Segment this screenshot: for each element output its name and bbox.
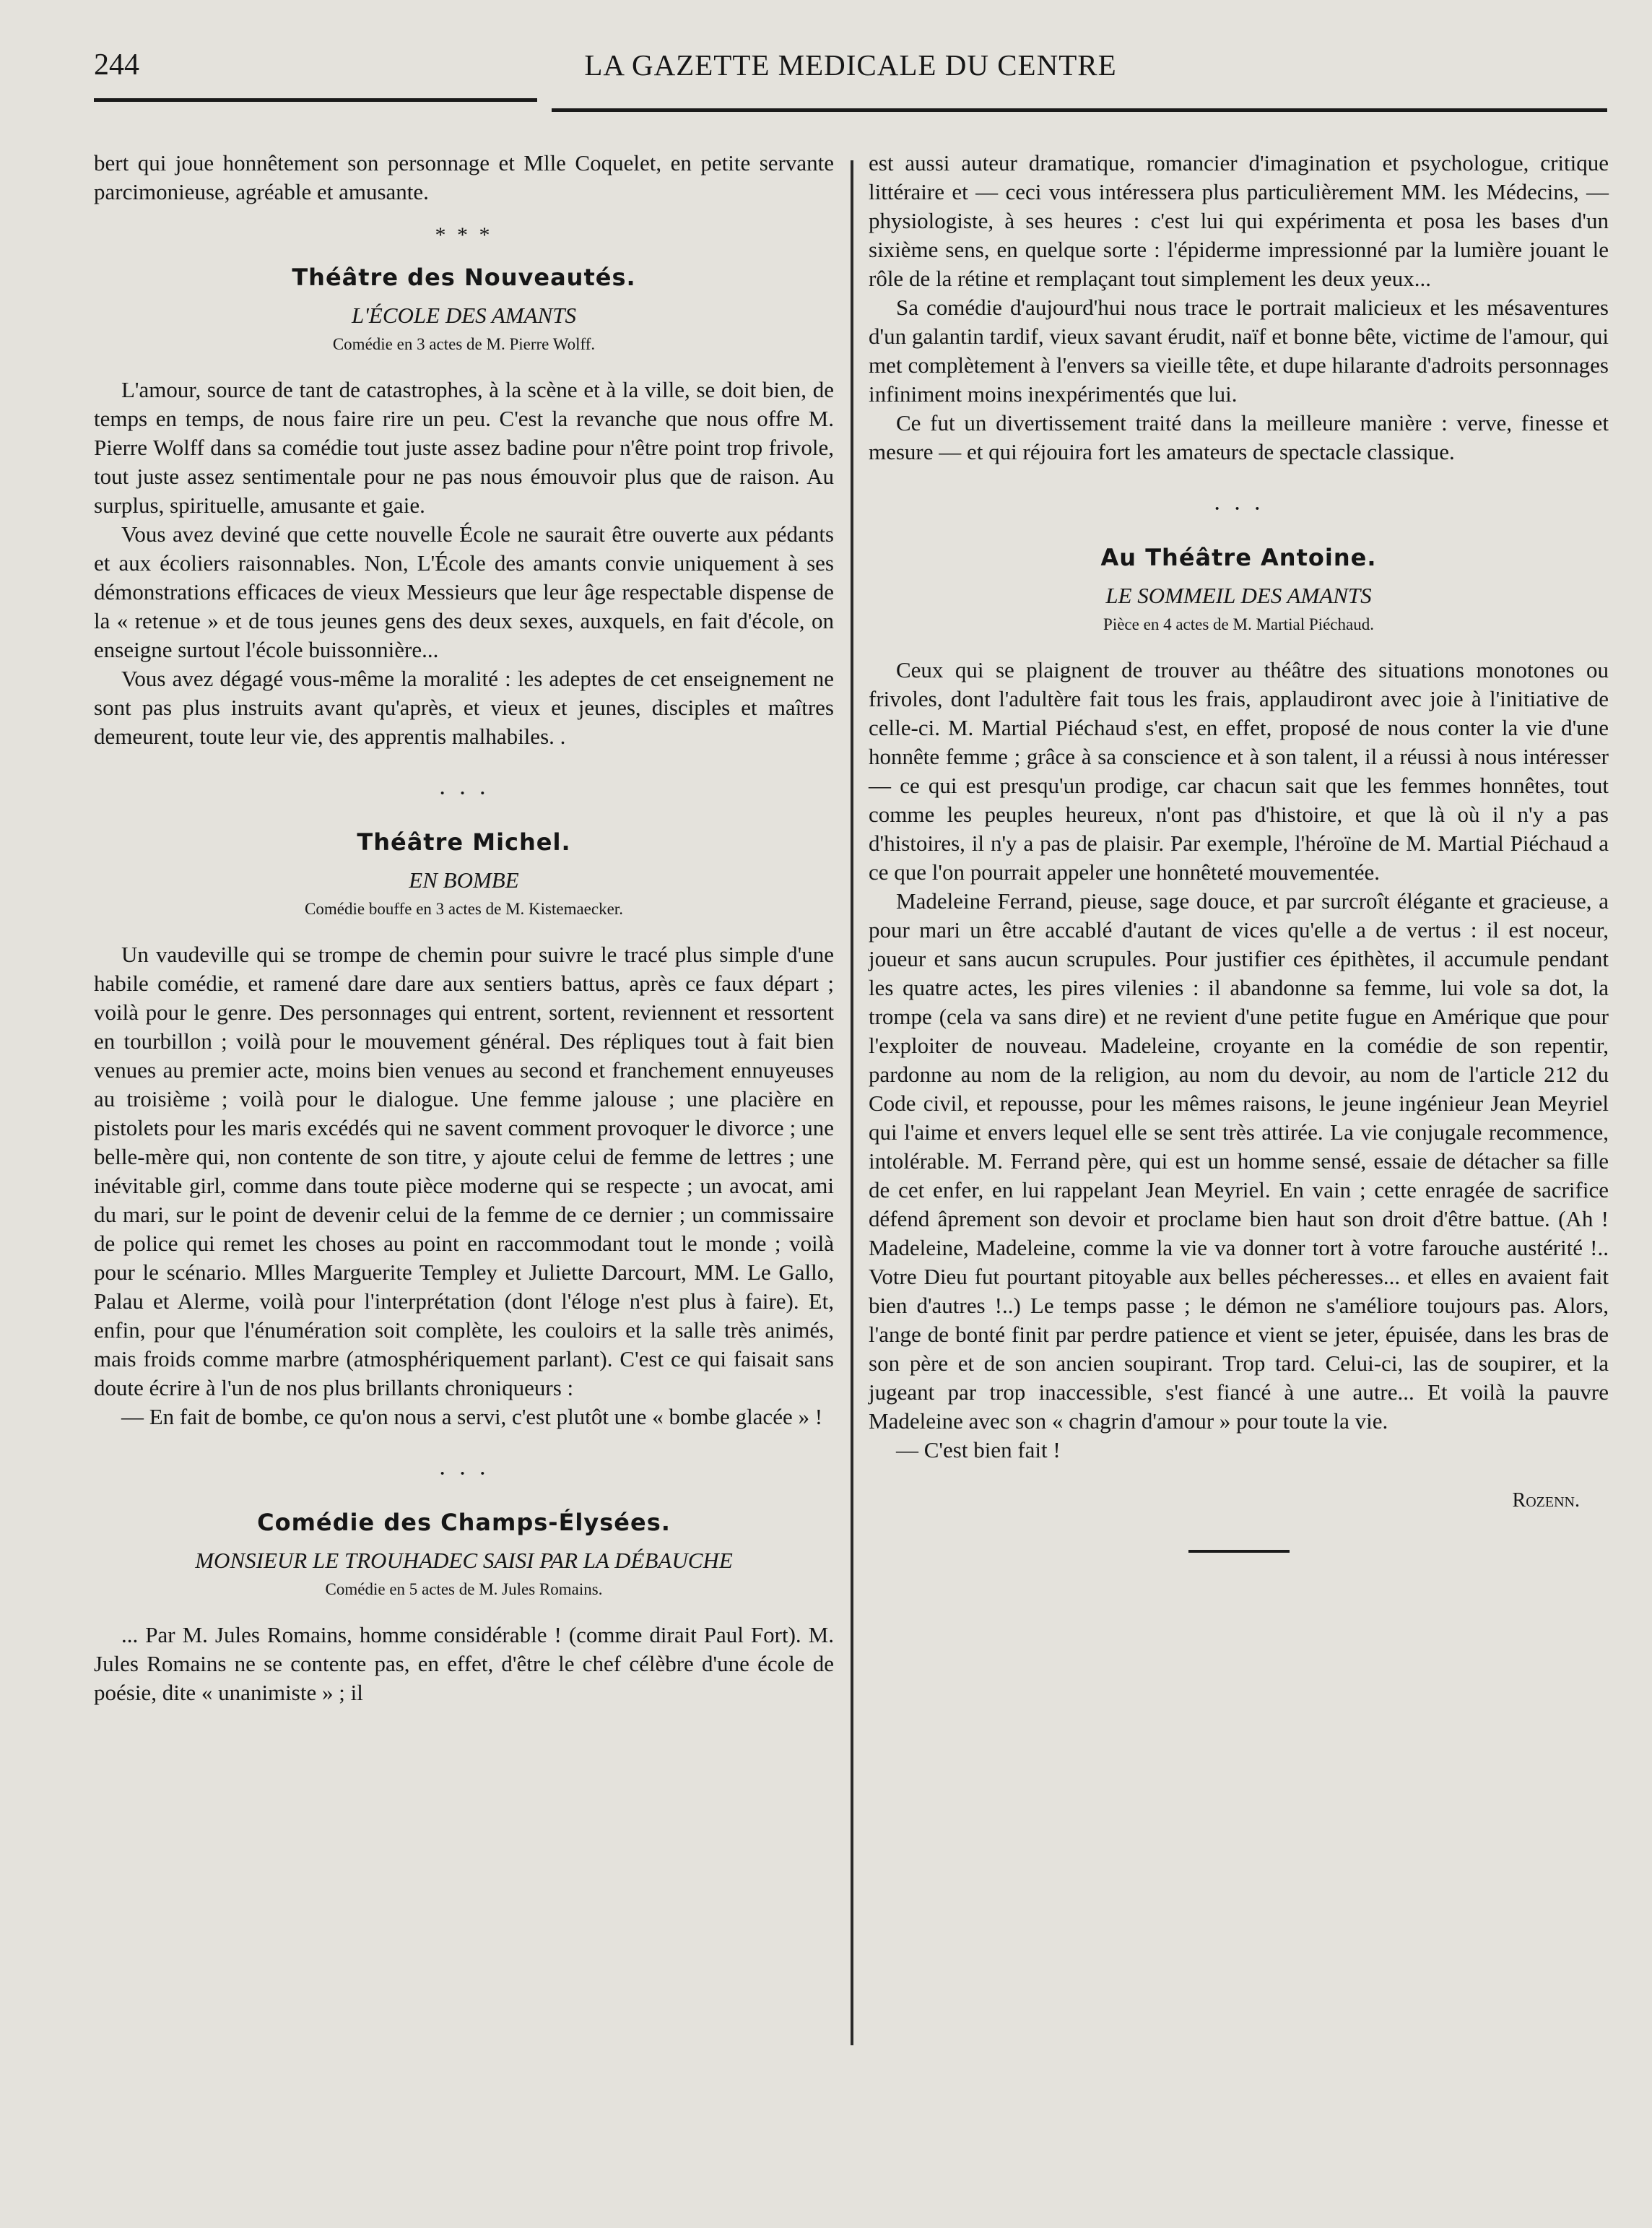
review-michel — [94, 826, 834, 1431]
review-paragraph: — C'est bien fait ! — [896, 1437, 1061, 1462]
review-antoine — [869, 542, 1609, 1553]
section-separator: · · · — [438, 1460, 490, 1487]
review-paragraph: Sa comédie d'aujourd'hui nous trace le portrait malicieux et les mésaventures d'un galantin tardif, vieux savant érudit, naïf et bonne bête, victime de l'amour, qui met complètement à l'envers sa vieille tête, et dupe hilarante d'adroits personnages infiniment moins inexpérimentés que lui. — [869, 295, 1609, 407]
review-paragraph: ... Par M. Jules Romains, homme considérable ! (comme dirait Paul Fort). M. Jules Romains ne se contente pas, en effet, d'être le chef célèbre d'une école de poésie, dite « unanimiste » ; il — [94, 1622, 834, 1705]
play-subtitle: Comédie en 3 actes de M. Pierre Wolff. — [332, 335, 596, 353]
play-title: MONSIEUR LE TROUHADEC SAISI PAR LA DÉBAUCHE — [195, 1548, 733, 1573]
section-separator: · · · — [438, 780, 490, 807]
page-number: 244 — [94, 48, 139, 82]
play-title: EN BOMBE — [409, 867, 519, 893]
theatre-title: Comédie des Champs-Élysées. — [257, 1509, 671, 1536]
review-paragraph: Madeleine Ferrand, pieuse, sage douce, et par surcroît élégante et gracieuse, a pour mari un être accablé d'autant de vices qu'elle a de vertus : il est noceur, joueur et sans aucun scrupules. Pour justifier ces épithètes, il accumule pendant les quatre actes, les pires vilenies : il abandonne sa femme, lui vole sa dot, la trompe (cela va sans dire) et ne revient d'une petite fugue en Amérique que pour l'exploiter de nouveau. Madeleine, croyante en la comédie de son repentir, pardonne au nom de la religion, au nom du devoir, au nom de l'article 212 du Code civil, et repousse, pour les mêmes raisons, le jeune ingénieur Jean Meyriel qui l'aime et envers lequel elle se sent très attirée. La vie conjugale recommence, intolérable. M. Ferrand père, qui est un homme sensé, essaie de détacher sa fille de cet enfer, en lui rappelant Jean Meyriel. En vain ; cette enragée de sacrifice défend âprement son devoir et proclame bien haut son droit d'être battue. (Ah ! Madeleine, Madeleine, comme la vie va donner tort à votre farouche austérité !.. Votre Dieu fut pourtant pitoyable aux belles pécheresses... et elles en avaient fait bien d'autres !..) Le temps passe ; le démon ne s'améliore toujours pas. Alors, l'ange de bonté finit par perdre patience et vient se jeter, épuisée, dans les bras de son père et de son ancien soupirant. Trop tard. Celui-ci, las de soupirer, et la jugeant par trop inaccessible, s'est fiancé à une autre... Et voilà la pauvre Madeleine avec son « chagrin d'amour » pour toute la vie. — [869, 888, 1609, 1434]
review-paragraph: — En fait de bombe, ce qu'on nous a servi, c'est plutôt une « bombe glacée » ! — [121, 1404, 823, 1429]
review-paragraph: Vous avez deviné que cette nouvelle École ne saurait être ouverte aux pédants et aux écoliers raisonnables. Non, L'École des amants convie uniquement à ses démonstrations efficaces de vieux Messieurs que leur âge respectable dispense de la « retenue » et de tous jeunes gens des deux sexes, auxquels, en fait d'école, on enseigne surtout l'école buissonnière... — [94, 521, 834, 662]
right-column — [869, 149, 1609, 1553]
play-subtitle: Comédie en 5 actes de M. Jules Romains. — [325, 1580, 603, 1598]
page-header — [94, 48, 1607, 94]
review-paragraph: Vous avez dégagé vous-même la moralité : les adeptes de cet enseignement ne sont pas plus instruits avant qu'après, et vieux et jeunes, disciples et maîtres demeurent, toute leur vie, des apprentis malhabiles. . — [94, 666, 834, 749]
header-rule-right — [552, 108, 1607, 112]
journal-title: LA GAZETTE MEDICALE DU CENTRE — [584, 48, 1117, 82]
review-nouveautes — [94, 261, 834, 751]
play-title: LE SOMMEIL DES AMANTS — [1105, 583, 1372, 608]
review-paragraph: Ce fut un divertissement traité dans la meilleure manière : verve, finesse et mesure — et qui réjouira fort les amateurs de spectacle classique. — [869, 410, 1609, 464]
play-subtitle: Comédie bouffe en 3 actes de M. Kistemaecker. — [305, 900, 623, 918]
review-paragraph: est aussi auteur dramatique, romancier d'imagination et psychologue, critique littéraire et — ceci vous intéressera plus particulièrement MM. les Médecins, — physiologiste, à ses heures : c'est lui qui expérimenta et posa les bases d'un sixième sens, en quelque sorte : l'épiderme impressionné par la lumière jouant le rôle de la rétine et remplaçant tout simplement les deux yeux... — [869, 150, 1609, 291]
review-paragraph: Ceux qui se plaignent de trouver au théâtre des situations monotones ou frivoles, dont l'adultère fait tous les frais, applaudiront avec joie à l'initiative de celle-ci. M. Martial Piéchaud s'est, en effet, proposé de nous conter la vie d'une honnête femme ; grâce à sa conscience et à son talent, il a réussi à nous intéresser — ce qui est presqu'un prodige, car chacun sait que les femmes honnêtes, tout comme les peuples heureux, n'ont pas d'histoire, et que là où il n'y a pas d'histoires, il n'y a pas de plaisir. Par exemple, l'héroïne de M. Martial Piéchaud a ce que l'on pourrait appeler une honnêteté mouvementée. — [869, 657, 1609, 885]
review-paragraph: L'amour, source de tant de catastrophes, à la scène et à la ville, se doit bien, de temps en temps, de nous faire rire un peu. C'est la revanche que nous offre M. Pierre Wolff dans sa comédie tout juste assez badine pour n'être point trop frivole, tout juste assez sentimentale pour ne pas nous émouvoir plus que de raison. Au surplus, spirituelle, amusante et gaie. — [94, 377, 834, 518]
review-paragraph: Un vaudeville qui se trompe de chemin pour suivre le tracé plus simple d'une habile comédie, et ramené dare dare aux sentiers battus, après ce faux départ ; voilà pour le genre. Des personnages qui entrent, sortent, reviennent et ressortent en tourbillon ; voilà pour le mouvement général. Des répliques tout à fait bien venues au premier acte, moins bien venues au second et franchement ennuyeuses au troisième ; voilà pour le dialogue. Une femme jalouse ; une placière en pistolets pour les maris excédés qui ne savent comment provoquer le divorce ; une belle-mère qui, non contente de son titre, y ajoute celui de femme de lettres ; une inévitable girl, comme dans toute pièce moderne qui se respecte ; un avocat, ami du mari, sur le point de devenir celui de la femme de ce dernier ; un commissaire de police qui remet les choses au point en raccommodant tout le monde ; voilà pour le scénario. Mlles Marguerite Templey et Juliette Darcourt, MM. Le Gallo, Palau et Alerme, voilà pour l'interprétation (dont l'éloge n'est plus à faire). Et, enfin, pour que l'énumération soit complète, les couloirs et la salle très animés, mais froids comme marbre (atmosphériquement parlant). C'est ce qui faisait sans doute écrire à l'un de nos plus brillants chroniqueurs : — [94, 942, 834, 1400]
column-divider — [851, 160, 853, 2045]
section-separator: * * * — [435, 223, 493, 247]
intro-paragraph: bert qui joue honnêtement son personnage et Mlle Coquelet, en petite servante parcimonieuse, agréable et amusante. — [94, 150, 834, 204]
review-champs-elysees — [94, 1507, 834, 1707]
theatre-title: Au Théâtre Antoine. — [1100, 544, 1377, 571]
theatre-title: Théâtre des Nouveautés. — [292, 264, 636, 291]
left-column — [94, 149, 834, 1707]
closing-rule — [1188, 1550, 1290, 1553]
play-subtitle: Pièce en 4 actes de M. Martial Piéchaud. — [1103, 615, 1374, 633]
theatre-title: Théâtre Michel. — [357, 828, 571, 856]
play-title: L'ÉCOLE DES AMANTS — [352, 303, 576, 328]
section-separator: · · · — [1213, 495, 1264, 522]
author-signature: Rozenn. — [1512, 1489, 1580, 1512]
header-rule-left — [94, 98, 537, 102]
